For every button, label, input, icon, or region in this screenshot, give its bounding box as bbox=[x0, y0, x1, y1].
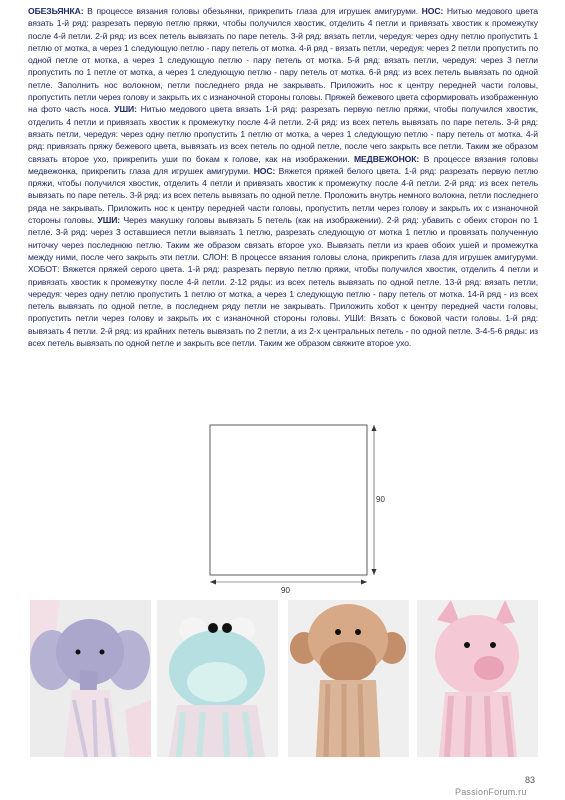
watermark: PassionForum.ru bbox=[455, 787, 527, 797]
instruction-text: Нитью медового цвета вязать 1-й ряд: разрезать первую петлю пряжи, чтобы получился хвостик, отделить 4 петли и привязать хвостик к промежутку после 4-й петли. 2-й ряд: из всех петель вывязать по паре петель. 3-й ряд: вязать петли, чередуя: через одну петлю пропустить 1 петлю от мотка, а через 1 следующую петлю - пару петель от мотка. 4-й ряд - вязать петли, чередуя: через 2 петли пропустить по одной петле от мотка, а через 1 следующую петлю - пару петель от мотка. 5-й ряд: вязать петли, чередуя: через 3 петли пропустить по 1 петле от мотка, а через 1 следующую петлю - пару петель от мотка. 6-й ряд: из всех петель вывязать по одной петле. Заполнить нос волокном, петли последнего ряда не закрывать. Приложить нос к центру передней части головы, пропустить петли через голову и закрыть их с изнаночной стороны головы. Пряжей бежевого цвета сформировать изображенную на фото часть носа. bbox=[28, 6, 538, 115]
photo-pig bbox=[417, 600, 538, 757]
photo-elephant bbox=[30, 600, 151, 757]
instruction-text: В процессе вязания головы обезьянки, прикрепить глаза для игрушек амигуруми. bbox=[83, 6, 422, 16]
section-heading: НОС: bbox=[253, 165, 276, 176]
photo-monkey bbox=[288, 600, 409, 757]
height-label: 90 bbox=[376, 495, 385, 504]
instruction-text: Через макушку головы вывязать 5 петель (как на изображении). 2-й ряд: убавить с обеих сторон по 1 петле. 3-й ряд: через 3 оставшиеся петли вывязать 1 петлю, разрезать следующую от мотка 1 петлю и провязать полученную ниточку через последнюю петлю. Таким же образом связать второе ухо. Вывязать петли из краев обоих ушей и промежутка между ними, после чего закрыть эти петли. СЛОН: В процессе вязания головы слона, прикрепить глаза для игрушек амигуруми. ХОБОТ: Вяжется пряжей серого цвета. 1-й ряд: разрезать первую петлю пряжи, чтобы получился хвостик, отделить 4 петли и привязать хвостик к промежутку после 4-й петли. 2-12 ряды: из всех петель вывязать по одной петле. 13-й ряд: вязать петли, чередуя: через одну петлю пропустить 1 петлю от мотка, а через 1 следующую петлю - пару петель от мотка. 14-й ряд - из всех петель вывязать по одной петле, в последнем ряду петли не закрывать. Приложить хобот к центру передней части головы, пропустить петли через голову и закрыть их с изнаночной стороны головы. УШИ: Вязать с боковой части головы. 1-й ряд: вывязать 4 петли. 2-й ряд: из крайних петель вывязать по 2 петли, а из 2-х центральных петель - по одной петле. 3-4-5-6 ряды: из всех петель вывязать по одной петле и закрыть все петли. Таким же образом свяжите второе ухо. bbox=[28, 215, 538, 349]
instruction-text: Вяжется пряжей белого цвета. 1-й ряд: разрезать первую петлю пряжи, чтобы получился хвостик, отделить 4 петли и привязать хвостик к промежутку после 4-й петли. 2-й ряд: из всех петель вывязать по паре петель. 3-й ряд: из всех петель вывязать по одной петле. Проложить внутрь немного волокна, петли последнего ряда не закрывать. Приложить нос к центру передней части головы, пропустить петли через голову и закрыть их с изнаночной стороны головы. bbox=[28, 165, 539, 226]
section-heading: УШИ: bbox=[114, 104, 137, 115]
section-heading: МЕДВЕЖОНОК: bbox=[353, 153, 420, 164]
instruction-text: В процессе вязания головы медвежонка, прикрепить глаза для игрушек амигуруми. bbox=[28, 153, 538, 176]
instruction-text: Нитью медового цвета вязать 1-й ряд: разрезать первую петлю пряжи, чтобы получился хвостик, отделить 4 петли и привязать хвостик к промежутку после 4-й петли. 2-й ряд: из всех петель вывязать по паре петель. 3-й ряд: вязать петли, чередуя: через одну петлю пропустить 1 петлю от мотка, а через 1 следующую петлю - пару петель от мотка. 4-й ряд: привязать пряжу бежевого цвета, вывязать из всех петель по одной петле, после чего закрыть все петли. Таким же образом связать второе ухо, прикрепить уши по бокам к голове, как на изображении. bbox=[28, 104, 538, 164]
page-number: 83 bbox=[525, 775, 536, 785]
photo-frog bbox=[157, 600, 278, 757]
instructions-paragraph bbox=[28, 5, 538, 349]
height-arrow-top bbox=[372, 425, 377, 431]
section-heading: НОС: bbox=[421, 6, 444, 16]
instructions-text bbox=[28, 5, 538, 349]
height-arrow-bottom bbox=[372, 569, 377, 575]
section-heading: УШИ: bbox=[97, 215, 121, 226]
section-heading: ОБЕЗЬЯНКА: bbox=[28, 6, 84, 16]
width-arrow-right bbox=[361, 580, 367, 585]
width-arrow-left bbox=[210, 580, 216, 585]
diagram-square bbox=[210, 425, 367, 575]
width-label: 90 bbox=[281, 586, 290, 595]
